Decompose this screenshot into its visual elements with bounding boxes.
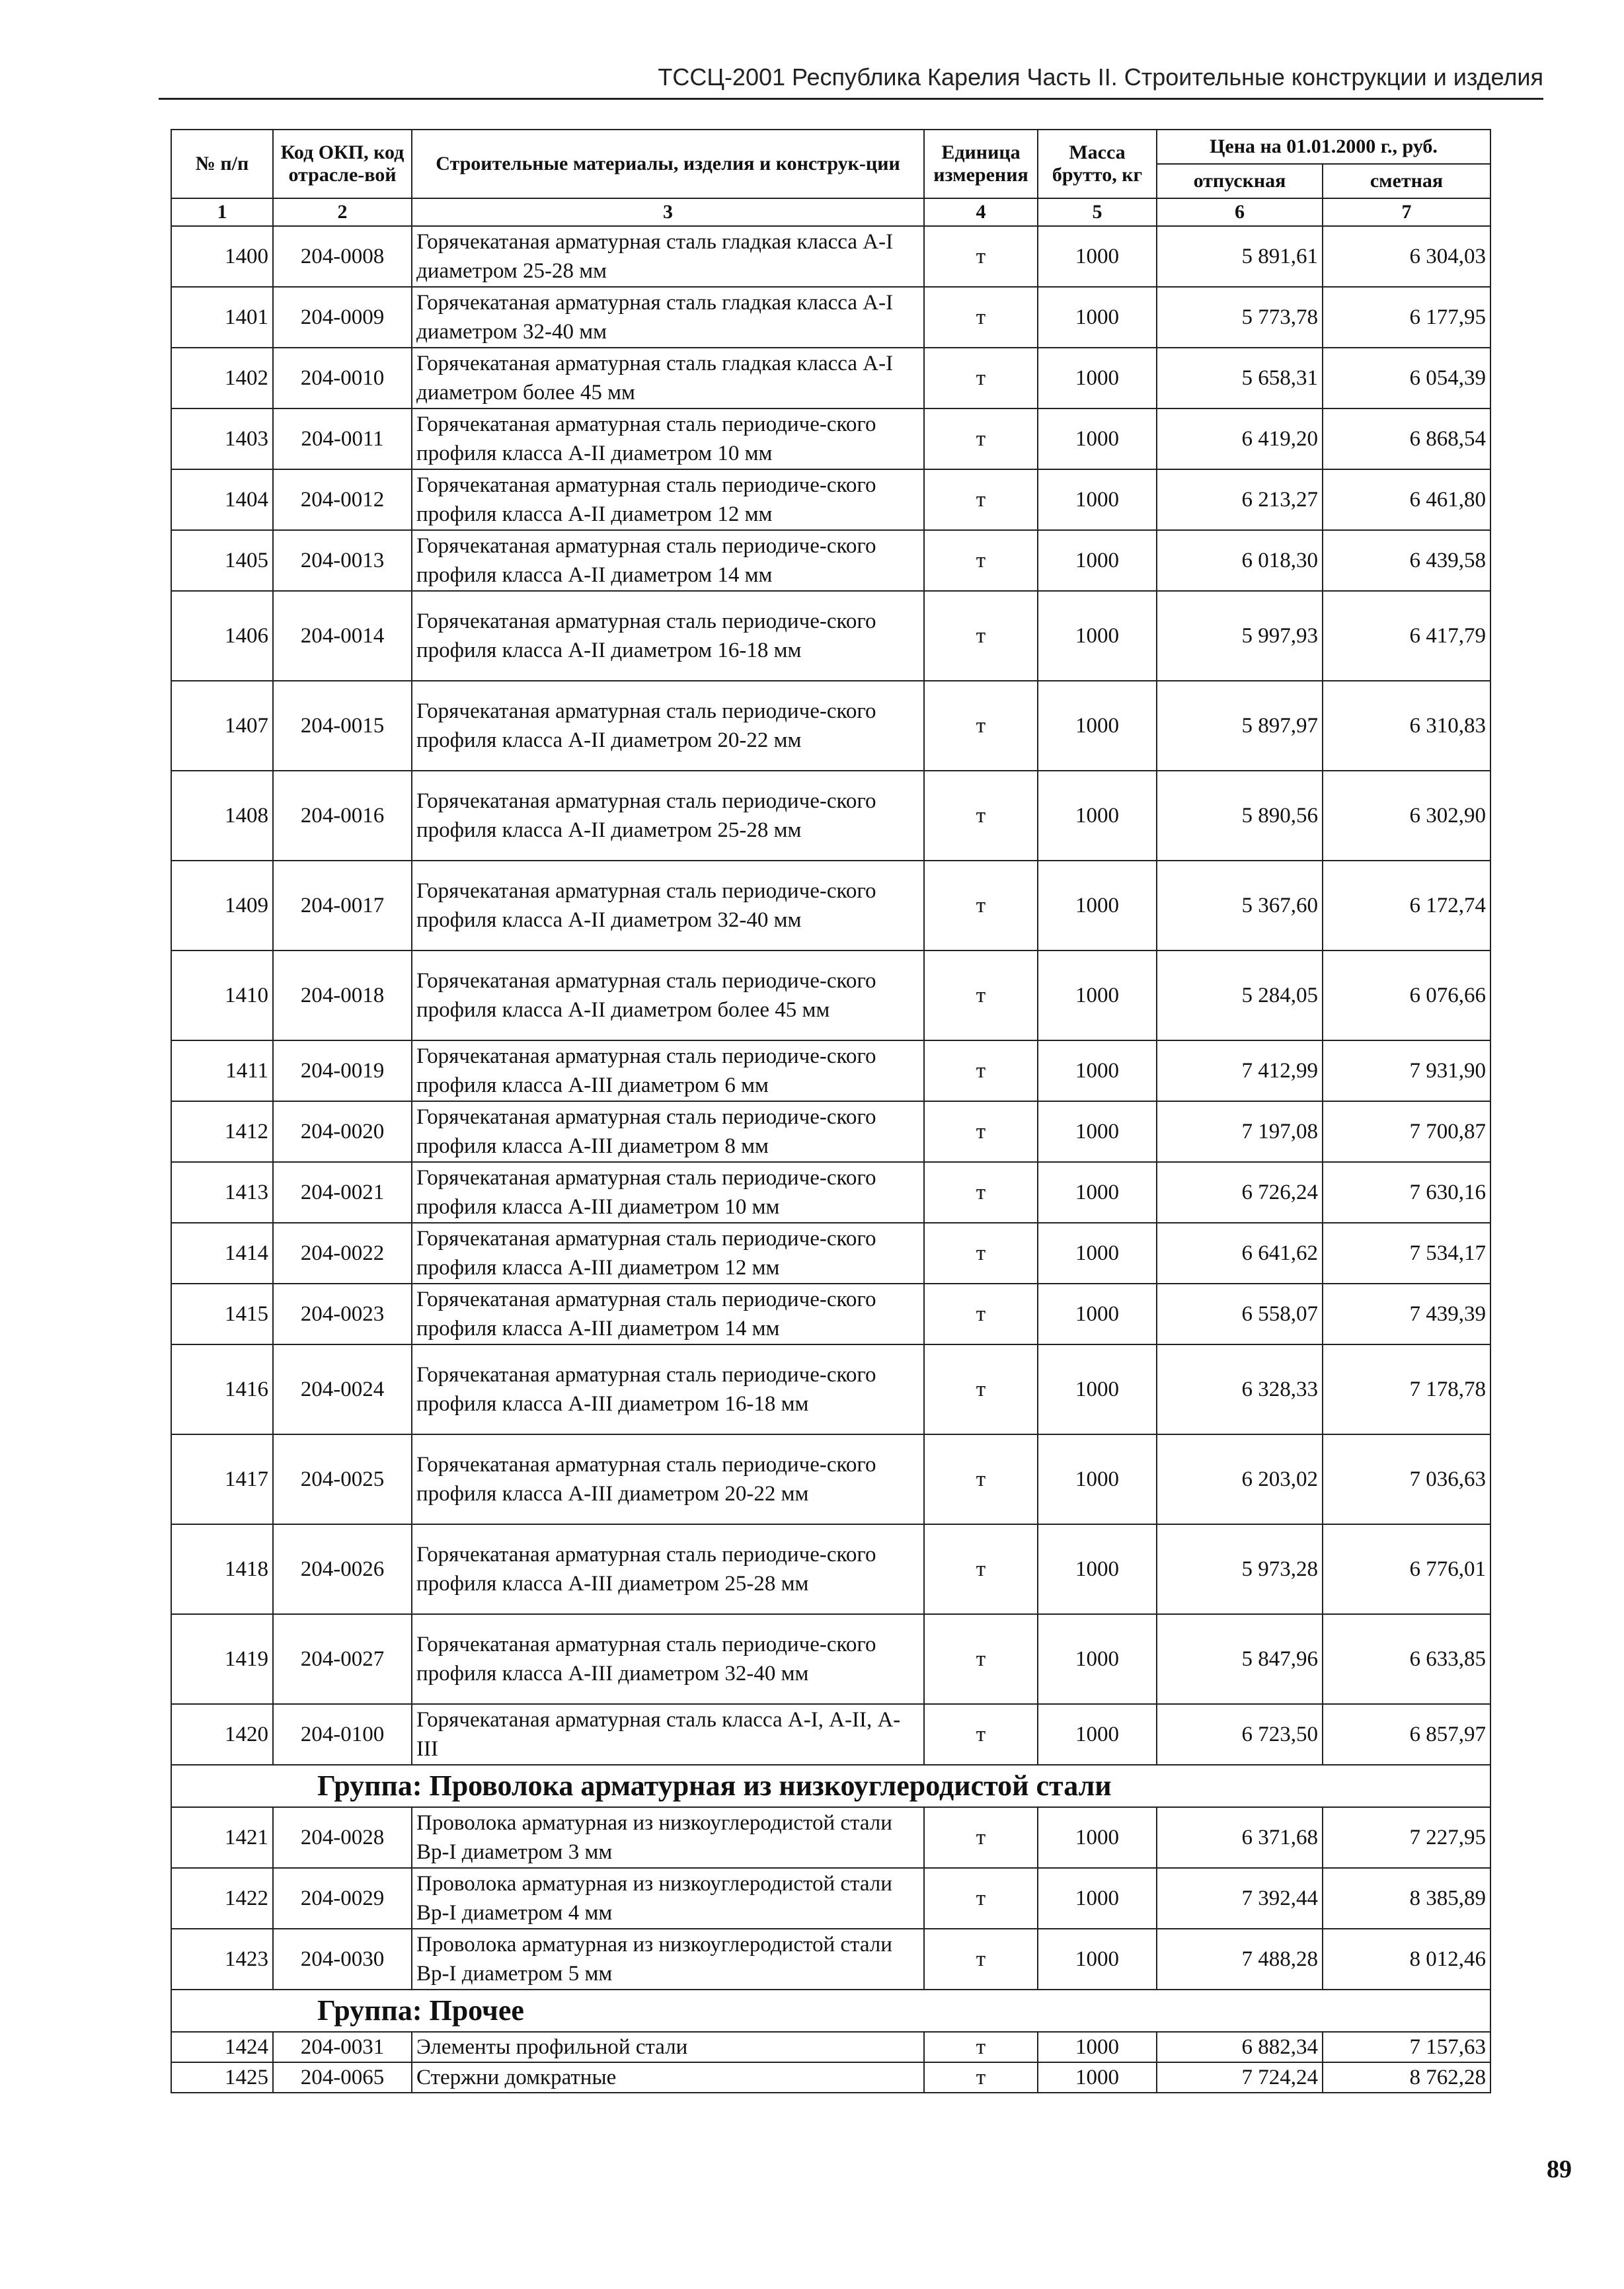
row-price: 5 973,28	[1157, 1524, 1323, 1614]
row-code: 204-0030	[273, 1929, 412, 1990]
table-row	[171, 1929, 1490, 1990]
row-code: 204-0011	[273, 408, 412, 469]
row-code: 204-0017	[273, 861, 412, 951]
row-unit: т	[924, 681, 1038, 771]
row-mass: 1000	[1038, 1704, 1157, 1765]
row-description: Горячекатаная арматурная сталь периодиче-ского профиля класса А-III диаметром 10 мм	[412, 1162, 924, 1223]
row-number: 1419	[171, 1614, 273, 1704]
table-row	[171, 771, 1490, 861]
row-estimate: 6 439,58	[1323, 530, 1490, 591]
row-unit: т	[924, 1614, 1038, 1704]
row-code: 204-0021	[273, 1162, 412, 1223]
row-description: Проволока арматурная из низкоуглеродистой стали Вр-I диаметром 3 мм	[412, 1807, 924, 1868]
row-price: 5 997,93	[1157, 591, 1323, 681]
row-price: 5 773,78	[1157, 287, 1323, 348]
row-mass: 1000	[1038, 861, 1157, 951]
row-price: 5 284,05	[1157, 951, 1323, 1040]
table-row	[171, 861, 1490, 951]
row-price: 5 367,60	[1157, 861, 1323, 951]
row-number: 1411	[171, 1040, 273, 1101]
header-num: № п/п	[171, 130, 273, 198]
row-estimate: 7 036,63	[1323, 1434, 1490, 1524]
row-mass: 1000	[1038, 408, 1157, 469]
row-price: 5 891,61	[1157, 226, 1323, 287]
row-mass: 1000	[1038, 1344, 1157, 1434]
col-number: 2	[273, 198, 412, 226]
row-mass: 1000	[1038, 1929, 1157, 1990]
table-row	[171, 1524, 1490, 1614]
table-row	[171, 1704, 1490, 1765]
row-number: 1412	[171, 1101, 273, 1162]
row-mass: 1000	[1038, 287, 1157, 348]
row-code: 204-0027	[273, 1614, 412, 1704]
row-description: Проволока арматурная из низкоуглеродистой стали Вр-I диаметром 4 мм	[412, 1868, 924, 1929]
header-code: Код ОКП, код отрасле-вой	[273, 130, 412, 198]
row-unit: т	[924, 1101, 1038, 1162]
row-mass: 1000	[1038, 951, 1157, 1040]
row-unit: т	[924, 1868, 1038, 1929]
row-unit: т	[924, 1223, 1038, 1284]
row-mass: 1000	[1038, 1223, 1157, 1284]
col-number: 4	[924, 198, 1038, 226]
row-number: 1415	[171, 1284, 273, 1344]
table-body-rebar	[171, 226, 1490, 1765]
row-price: 7 724,24	[1157, 2062, 1323, 2093]
row-mass: 1000	[1038, 2062, 1157, 2093]
row-price: 5 847,96	[1157, 1614, 1323, 1704]
header-price-group: Цена на 01.01.2000 г., руб.	[1157, 130, 1490, 164]
row-estimate: 6 172,74	[1323, 861, 1490, 951]
table-body-wire	[171, 1807, 1490, 1990]
row-estimate: 7 931,90	[1323, 1040, 1490, 1101]
table-row	[171, 1344, 1490, 1434]
row-description: Горячекатаная арматурная сталь периодиче-ского профиля класса А-III диаметром 16-18 мм	[412, 1344, 924, 1434]
row-code: 204-0014	[273, 591, 412, 681]
table-row	[171, 2032, 1490, 2062]
row-unit: т	[924, 1284, 1038, 1344]
table-row	[171, 2062, 1490, 2093]
table-row	[171, 408, 1490, 469]
table-row	[171, 1101, 1490, 1162]
row-estimate: 6 302,90	[1323, 771, 1490, 861]
row-code: 204-0026	[273, 1524, 412, 1614]
row-description: Горячекатаная арматурная сталь периодиче-ского профиля класса А-III диаметром 25-28 мм	[412, 1524, 924, 1614]
row-mass: 1000	[1038, 226, 1157, 287]
row-code: 204-0012	[273, 469, 412, 530]
row-estimate: 7 178,78	[1323, 1344, 1490, 1434]
group-heading-wire: Группа: Проволока арматурная из низкоуглеродистой стали	[171, 1765, 1490, 1807]
row-price: 6 882,34	[1157, 2032, 1323, 2062]
row-mass: 1000	[1038, 1040, 1157, 1101]
row-number: 1406	[171, 591, 273, 681]
row-description: Горячекатаная арматурная сталь гладкая класса А-I диаметром 32-40 мм	[412, 287, 924, 348]
row-code: 204-0010	[273, 348, 412, 408]
table-row	[171, 681, 1490, 771]
table-row	[171, 530, 1490, 591]
row-mass: 1000	[1038, 591, 1157, 681]
table-row	[171, 591, 1490, 681]
row-unit: т	[924, 408, 1038, 469]
row-description: Горячекатаная арматурная сталь периодиче-ского профиля класса А-II диаметром 25-28 мм	[412, 771, 924, 861]
row-price: 7 488,28	[1157, 1929, 1323, 1990]
row-mass: 1000	[1038, 469, 1157, 530]
row-unit: т	[924, 1040, 1038, 1101]
col-number: 1	[171, 198, 273, 226]
row-estimate: 6 868,54	[1323, 408, 1490, 469]
row-price: 7 197,08	[1157, 1101, 1323, 1162]
row-code: 204-0009	[273, 287, 412, 348]
header-mass: Масса брутто, кг	[1038, 130, 1157, 198]
row-unit: т	[924, 226, 1038, 287]
row-number: 1416	[171, 1344, 273, 1434]
row-unit: т	[924, 591, 1038, 681]
row-estimate: 6 776,01	[1323, 1524, 1490, 1614]
row-code: 204-0016	[273, 771, 412, 861]
table-row	[171, 951, 1490, 1040]
row-code: 204-0028	[273, 1807, 412, 1868]
row-mass: 1000	[1038, 2032, 1157, 2062]
row-description: Горячекатаная арматурная сталь периодиче-ского профиля класса А-III диаметром 14 мм	[412, 1284, 924, 1344]
running-header: ТССЦ-2001 Республика Карелия Часть II. Строительные конструкции и изделия	[658, 63, 1543, 91]
row-estimate: 8 762,28	[1323, 2062, 1490, 2093]
row-price: 6 213,27	[1157, 469, 1323, 530]
row-description: Горячекатаная арматурная сталь периодиче-ского профиля класса А-II диаметром 14 мм	[412, 530, 924, 591]
row-number: 1402	[171, 348, 273, 408]
row-estimate: 7 157,63	[1323, 2032, 1490, 2062]
row-description: Горячекатаная арматурная сталь периодиче-ского профиля класса А-II диаметром 10 мм	[412, 408, 924, 469]
row-description: Горячекатаная арматурная сталь периодиче-ского профиля класса А-III диаметром 12 мм	[412, 1223, 924, 1284]
table-row	[171, 1040, 1490, 1101]
row-unit: т	[924, 1807, 1038, 1868]
row-estimate: 6 633,85	[1323, 1614, 1490, 1704]
row-unit: т	[924, 2062, 1038, 2093]
table-row	[171, 469, 1490, 530]
row-estimate: 6 417,79	[1323, 591, 1490, 681]
row-number: 1421	[171, 1807, 273, 1868]
row-number: 1417	[171, 1434, 273, 1524]
row-estimate: 6 304,03	[1323, 226, 1490, 287]
column-number-row	[171, 198, 1490, 226]
table-header	[171, 130, 1490, 226]
row-estimate: 6 461,80	[1323, 469, 1490, 530]
table-body-other	[171, 2032, 1490, 2093]
row-number: 1408	[171, 771, 273, 861]
table-row	[171, 1284, 1490, 1344]
row-estimate: 7 630,16	[1323, 1162, 1490, 1223]
row-code: 204-0022	[273, 1223, 412, 1284]
row-number: 1400	[171, 226, 273, 287]
row-estimate: 6 310,83	[1323, 681, 1490, 771]
row-number: 1420	[171, 1704, 273, 1765]
table-row	[171, 1807, 1490, 1868]
row-mass: 1000	[1038, 1434, 1157, 1524]
group-heading-other: Группа: Прочее	[171, 1990, 1490, 2032]
row-price: 6 018,30	[1157, 530, 1323, 591]
row-number: 1403	[171, 408, 273, 469]
row-price: 6 328,33	[1157, 1344, 1323, 1434]
row-number: 1414	[171, 1223, 273, 1284]
row-description: Проволока арматурная из низкоуглеродистой стали Вр-I диаметром 5 мм	[412, 1929, 924, 1990]
row-number: 1413	[171, 1162, 273, 1223]
row-code: 204-0029	[273, 1868, 412, 1929]
row-price: 6 558,07	[1157, 1284, 1323, 1344]
row-mass: 1000	[1038, 681, 1157, 771]
col-number: 6	[1157, 198, 1323, 226]
row-code: 204-0100	[273, 1704, 412, 1765]
page-number: 89	[1547, 2155, 1572, 2183]
row-description: Горячекатаная арматурная сталь периодиче-ского профиля класса А-III диаметром 32-40 мм	[412, 1614, 924, 1704]
row-number: 1405	[171, 530, 273, 591]
group-wire-section	[171, 1765, 1490, 1807]
table-row	[171, 1223, 1490, 1284]
row-estimate: 8 385,89	[1323, 1868, 1490, 1929]
row-estimate: 7 700,87	[1323, 1101, 1490, 1162]
row-code: 204-0065	[273, 2062, 412, 2093]
row-mass: 1000	[1038, 1524, 1157, 1614]
table-row	[171, 287, 1490, 348]
row-mass: 1000	[1038, 348, 1157, 408]
row-mass: 1000	[1038, 1614, 1157, 1704]
row-unit: т	[924, 1434, 1038, 1524]
row-price: 6 641,62	[1157, 1223, 1323, 1284]
row-description: Горячекатаная арматурная сталь гладкая класса А-I диаметром 25-28 мм	[412, 226, 924, 287]
row-unit: т	[924, 287, 1038, 348]
row-price: 5 890,56	[1157, 771, 1323, 861]
group-other-section	[171, 1990, 1490, 2032]
row-description: Горячекатаная арматурная сталь периодиче-ского профиля класса А-III диаметром 20-22 мм	[412, 1434, 924, 1524]
row-description: Стержни домкратные	[412, 2062, 924, 2093]
row-mass: 1000	[1038, 1807, 1157, 1868]
price-table	[171, 129, 1491, 2093]
row-mass: 1000	[1038, 1162, 1157, 1223]
row-unit: т	[924, 1344, 1038, 1434]
row-code: 204-0025	[273, 1434, 412, 1524]
row-description: Горячекатаная арматурная сталь периодиче-ского профиля класса А-II диаметром 20-22 мм	[412, 681, 924, 771]
row-mass: 1000	[1038, 530, 1157, 591]
row-code: 204-0031	[273, 2032, 412, 2062]
row-price: 6 371,68	[1157, 1807, 1323, 1868]
row-mass: 1000	[1038, 1284, 1157, 1344]
row-price: 7 392,44	[1157, 1868, 1323, 1929]
row-number: 1407	[171, 681, 273, 771]
row-price: 6 203,02	[1157, 1434, 1323, 1524]
row-number: 1418	[171, 1524, 273, 1614]
row-estimate: 7 534,17	[1323, 1223, 1490, 1284]
row-unit: т	[924, 771, 1038, 861]
header-estimate: сметная	[1323, 164, 1490, 198]
row-description: Горячекатаная арматурная сталь периодиче-ского профиля класса А-III диаметром 8 мм	[412, 1101, 924, 1162]
table-row	[171, 1614, 1490, 1704]
col-number: 7	[1323, 198, 1490, 226]
row-estimate: 6 054,39	[1323, 348, 1490, 408]
row-description: Горячекатаная арматурная сталь периодиче-ского профиля класса А-II диаметром 16-18 мм	[412, 591, 924, 681]
table-row	[171, 226, 1490, 287]
row-price: 5 658,31	[1157, 348, 1323, 408]
row-code: 204-0013	[273, 530, 412, 591]
row-unit: т	[924, 530, 1038, 591]
row-number: 1422	[171, 1868, 273, 1929]
header-desc: Строительные материалы, изделия и конструк-ции	[412, 130, 924, 198]
row-estimate: 6 076,66	[1323, 951, 1490, 1040]
row-code: 204-0008	[273, 226, 412, 287]
row-description: Элементы профильной стали	[412, 2032, 924, 2062]
row-description: Горячекатаная арматурная сталь класса А-I, А-II, А-III	[412, 1704, 924, 1765]
header-price: отпускная	[1157, 164, 1323, 198]
row-description: Горячекатаная арматурная сталь периодиче-ского профиля класса А-II диаметром 12 мм	[412, 469, 924, 530]
row-price: 6 726,24	[1157, 1162, 1323, 1223]
table-row	[171, 1868, 1490, 1929]
row-unit: т	[924, 1162, 1038, 1223]
row-estimate: 7 439,39	[1323, 1284, 1490, 1344]
row-description: Горячекатаная арматурная сталь периодиче-ского профиля класса А-II диаметром более 45 мм	[412, 951, 924, 1040]
row-price: 5 897,97	[1157, 681, 1323, 771]
row-estimate: 8 012,46	[1323, 1929, 1490, 1990]
row-price: 6 419,20	[1157, 408, 1323, 469]
row-unit: т	[924, 861, 1038, 951]
row-unit: т	[924, 469, 1038, 530]
row-number: 1410	[171, 951, 273, 1040]
row-code: 204-0018	[273, 951, 412, 1040]
col-number: 3	[412, 198, 924, 226]
row-unit: т	[924, 1929, 1038, 1990]
row-unit: т	[924, 2032, 1038, 2062]
row-number: 1404	[171, 469, 273, 530]
row-estimate: 7 227,95	[1323, 1807, 1490, 1868]
row-estimate: 6 177,95	[1323, 287, 1490, 348]
row-code: 204-0024	[273, 1344, 412, 1434]
row-price: 6 723,50	[1157, 1704, 1323, 1765]
header-rule	[159, 98, 1543, 100]
row-description: Горячекатаная арматурная сталь гладкая класса А-I диаметром более 45 мм	[412, 348, 924, 408]
row-estimate: 6 857,97	[1323, 1704, 1490, 1765]
row-code: 204-0020	[273, 1101, 412, 1162]
row-unit: т	[924, 1704, 1038, 1765]
row-number: 1423	[171, 1929, 273, 1990]
row-mass: 1000	[1038, 1868, 1157, 1929]
row-code: 204-0023	[273, 1284, 412, 1344]
row-unit: т	[924, 348, 1038, 408]
table-row	[171, 1162, 1490, 1223]
row-code: 204-0015	[273, 681, 412, 771]
row-description: Горячекатаная арматурная сталь периодиче-ского профиля класса А-III диаметром 6 мм	[412, 1040, 924, 1101]
col-number: 5	[1038, 198, 1157, 226]
row-unit: т	[924, 951, 1038, 1040]
row-unit: т	[924, 1524, 1038, 1614]
row-price: 7 412,99	[1157, 1040, 1323, 1101]
row-number: 1409	[171, 861, 273, 951]
row-mass: 1000	[1038, 771, 1157, 861]
table-row	[171, 1434, 1490, 1524]
table-row	[171, 348, 1490, 408]
row-code: 204-0019	[273, 1040, 412, 1101]
row-description: Горячекатаная арматурная сталь периодиче-ского профиля класса А-II диаметром 32-40 мм	[412, 861, 924, 951]
row-mass: 1000	[1038, 1101, 1157, 1162]
header-unit: Единица измерения	[924, 130, 1038, 198]
row-number: 1401	[171, 287, 273, 348]
row-number: 1424	[171, 2032, 273, 2062]
row-number: 1425	[171, 2062, 273, 2093]
